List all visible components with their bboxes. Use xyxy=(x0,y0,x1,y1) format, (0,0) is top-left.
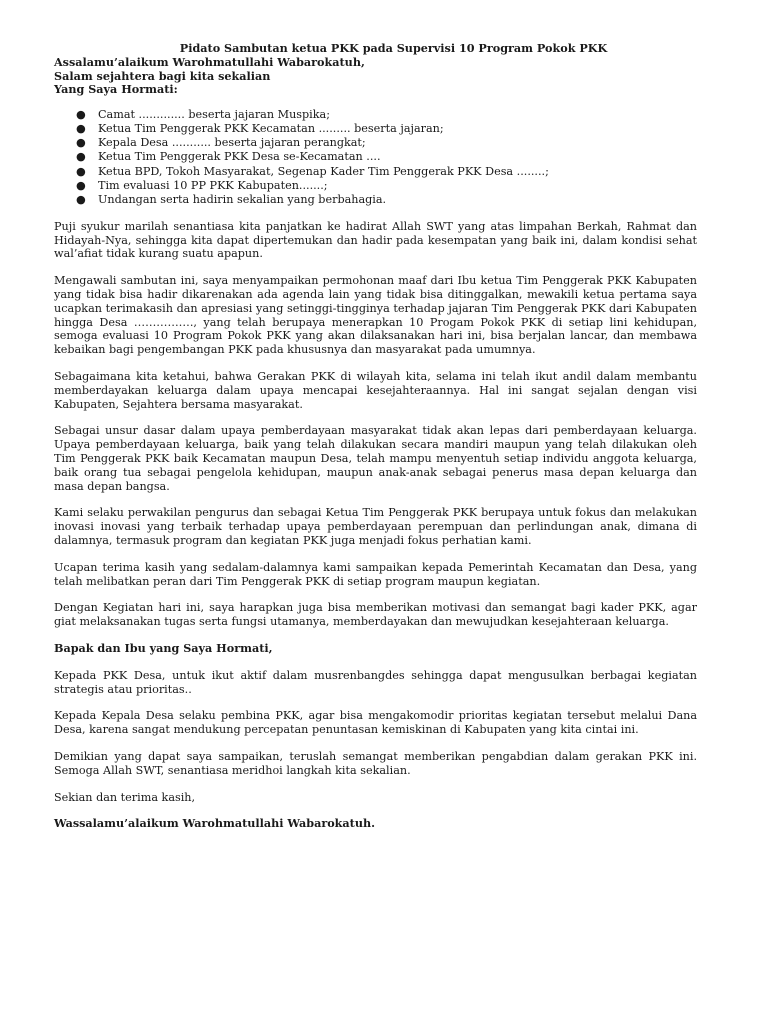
list-item xyxy=(54,136,697,150)
family-empowerment-paragraph: Sebagai unsur dasar dalam upaya pemberdayaan masyarakat tidak akan lepas dari pemberdayaan keluarga. Upaya pemberdayaan keluarga, baik yang telah dilakukan secara mandiri maupun yang telah dilakukan oleh Tim Penggerak PKK baik Kecamatan maupun Desa, telah mampu menyentuh setiap individu anggota keluarga, baik orang tua sebagai pengelola kehidupan, maupun anak-anak sebagai penerus masa depan keluarga dan masa depan bangsa. xyxy=(54,424,697,493)
list-item-text: Camat ............. beserta jajaran Muspika; xyxy=(98,108,330,122)
bullet-icon: ● xyxy=(76,164,86,178)
opening-paragraph: Puji syukur marilah senantiasa kita panjatkan ke hadirat Allah SWT yang atas limpahan Berkah, Rahmat dan Hidayah-Nya, sehingga kita dapat dipertemukan dan hadir pada kesempatan yang baik ini, dalam kondisi sehat wal’afiat tidak kurang suatu apapun. xyxy=(54,219,697,261)
list-item-text: Tim evaluasi 10 PP PKK Kabupaten.......; xyxy=(98,178,328,192)
bullet-icon: ● xyxy=(76,150,86,164)
list-item xyxy=(54,150,697,164)
apology-paragraph: Mengawali sambutan ini, saya menyampaikan permohonan maaf dari Ibu ketua Tim Penggerak PKK Kabupaten yang tidak bisa hadir dikarenakan ada agenda lain yang tidak bisa ditinggalkan, mewakili ketua pertama saya ucapkan terimakasih dan apresiasi yang setinggi-tingginya terhadap jajaran Tim Penggerak PKK dari Kabupaten hingga Desa ……………., yang telah berupaya menerapkan 10 Progam Pokok PKK di setiap lini kehidupan, semoga evaluasi 10 Program Pokok PKK yang akan dilaksanakan hari ini, bisa berjalan lancar, dan membawa kebaikan bagi pengembangan PKK pada khususnya dan masyarakat pada umumnya. xyxy=(54,274,697,357)
document-page xyxy=(54,42,697,831)
pkk-role-paragraph: Sebagaimana kita ketahui, bahwa Gerakan PKK di wilayah kita, selama ini telah ikut andil dalam membantu memberdayakan keluarga dalam upaya mencapai kesejahteraannya. Hal ini sangat sejalan dengan visi Kabupaten, Sejahtera bersama masyarakat. xyxy=(54,370,697,411)
list-item-text: Ketua Tim Penggerak PKK Kecamatan ......... beserta jajaran; xyxy=(98,122,444,136)
innovation-paragraph: Kami selaku perwakilan pengurus dan sebagai Ketua Tim Penggerak PKK berupaya untuk fokus dan melakukan inovasi inovasi yang terbaik terhadap upaya pemberdayaan perempuan dan perlindungan anak, dimana di dalamnya, termasuk program dan kegiatan PKK juga menjadi fokus perhatian kami. xyxy=(54,506,697,547)
salutation-line: Assalamu’alaikum Warohmatullahi Wabarokatuh, xyxy=(54,54,365,69)
list-item-text: Ketua BPD, Tokoh Masyarakat, Segenap Kader Tim Penggerak PKK Desa ........; xyxy=(98,164,549,178)
list-item xyxy=(54,108,697,122)
sign-off: Wassalamu’alaikum Warohmatullahi Wabarokatuh. xyxy=(54,816,376,831)
section-heading: Bapak dan Ibu yang Saya Hormati, xyxy=(54,640,273,655)
bullet-icon: ● xyxy=(76,108,86,122)
greeting-line: Salam sejahtera bagi kita sekalian xyxy=(54,68,271,83)
bullet-icon: ● xyxy=(76,192,86,206)
list-item xyxy=(54,165,697,179)
list-item-text: Undangan serta hadirin sekalian yang berbahagia. xyxy=(98,192,387,206)
village-head-paragraph: Kepada Kepala Desa selaku pembina PKK, agar bisa mengakomodir prioritas kegiatan tersebut melalui Dana Desa, karena sangat mendukung percepatan penuntasan kemiskinan di Kabupaten yang kita cintai ini. xyxy=(54,709,697,737)
document-title: Pidato Sambutan ketua PKK pada Supervisi 10 Program Pokok PKK xyxy=(179,41,608,55)
motivation-paragraph: Dengan Kegiatan hari ini, saya harapkan juga bisa memberikan motivasi dan semangat bagi kader PKK, agar giat melaksanakan tugas serta fungsi utamanya, memberdayakan dan mewujudkan kesejahteraan keluarga. xyxy=(54,601,697,629)
respect-heading: Yang Saya Hormati: xyxy=(54,82,178,97)
list-item-text: Ketua Tim Penggerak PKK Desa se-Kecamatan .... xyxy=(98,150,381,164)
list-item-text: Kepala Desa ........... beserta jajaran perangkat; xyxy=(98,136,366,150)
thanks-line: Sekian dan terima kasih, xyxy=(54,790,196,804)
bullet-icon: ● xyxy=(76,122,86,136)
village-pkk-paragraph: Kepada PKK Desa, untuk ikut aktif dalam musrenbangdes sehingga dapat mengusulkan berbagai kegiatan strategis atau prioritas.. xyxy=(54,668,697,696)
honorifics-list xyxy=(54,108,697,207)
bullet-icon: ● xyxy=(76,178,86,192)
bullet-icon: ● xyxy=(76,136,86,150)
list-item xyxy=(54,179,697,193)
closing-paragraph: Demikian yang dapat saya sampaikan, teruslah semangat memberikan pengabdian dalam gerakan PKK ini. Semoga Allah SWT, senantiasa meridhoi langkah kita sekalian. xyxy=(54,749,697,777)
list-item xyxy=(54,193,697,207)
gratitude-paragraph: Ucapan terima kasih yang sedalam-dalamnya kami sampaikan kepada Pemerintah Kecamatan dan Desa, yang telah melibatkan peran dari Tim Penggerak PKK di setiap program maupun kegiatan. xyxy=(54,560,697,588)
list-item xyxy=(54,122,697,136)
